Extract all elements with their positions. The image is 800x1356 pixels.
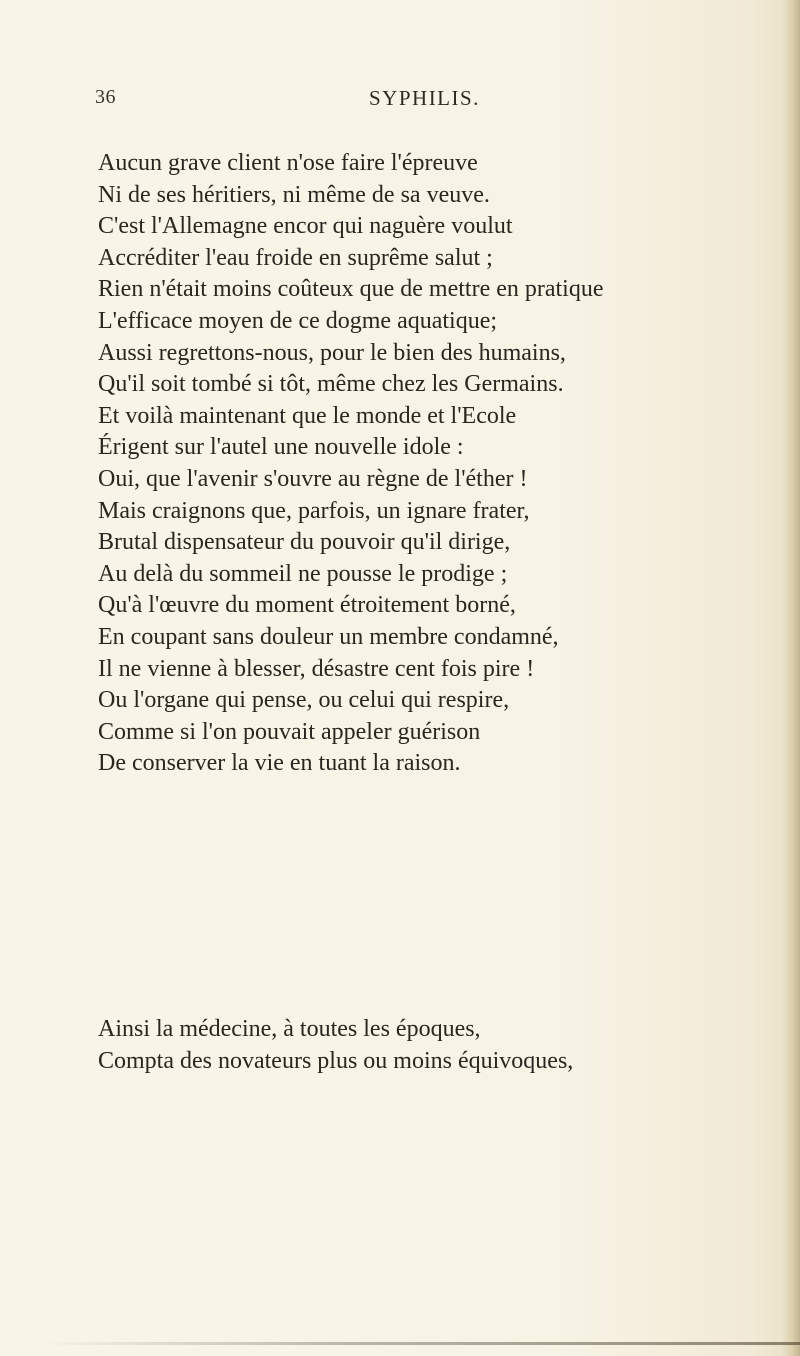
page-number: 36 bbox=[95, 86, 116, 108]
verse-line: Et voilà maintenant que le monde et l'Ecole bbox=[98, 402, 517, 429]
poem-stanza-1 bbox=[98, 148, 798, 780]
verse-line: Rien n'était moins coûteux que de mettre en pratique bbox=[98, 276, 604, 303]
verse-line: Érigent sur l'autel une nouvelle idole : bbox=[98, 434, 464, 461]
verse-line: Aucun grave client n'ose faire l'épreuve bbox=[98, 150, 478, 176]
verse-line: Comme si l'on pouvait appeler guérison bbox=[98, 718, 481, 745]
verse-line: En coupant sans douleur un membre condamné, bbox=[98, 623, 559, 650]
verse-line: Au delà du sommeil ne pousse le prodige ; bbox=[98, 560, 508, 587]
verse-line: C'est l'Allemagne encor qui naguère voulut bbox=[98, 213, 513, 240]
verse-line: Il ne vienne à blesser, désastre cent fois pire ! bbox=[98, 655, 535, 682]
poem-stanza-2 bbox=[98, 1014, 798, 1077]
verse-line: Ni de ses héritiers, ni même de sa veuve. bbox=[98, 181, 490, 208]
running-title: SYPHILIS. bbox=[369, 86, 480, 110]
verse-line: Brutal dispensateur du pouvoir qu'il dirige, bbox=[98, 529, 511, 556]
verse-line: Ou l'organe qui pense, ou celui qui respire, bbox=[98, 687, 510, 714]
verse-line: Mais craignons que, parfois, un ignare frater, bbox=[98, 497, 530, 524]
page-header bbox=[0, 86, 800, 116]
verse-line: Oui, que l'avenir s'ouvre au règne de l'éther ! bbox=[98, 465, 528, 492]
verse-line: De conserver la vie en tuant la raison. bbox=[98, 750, 461, 777]
verse-line: Accréditer l'eau froide en suprême salut ; bbox=[98, 244, 493, 271]
verse-line: L'efficace moyen de ce dogme aquatique; bbox=[98, 307, 498, 334]
verse-line: Qu'à l'œuvre du moment étroitement borné, bbox=[98, 592, 516, 619]
page-bottom-edge bbox=[40, 1342, 800, 1345]
verse-line: Ainsi la médecine, à toutes les époques, bbox=[98, 1016, 481, 1042]
verse-line: Compta des novateurs plus ou moins équivoques, bbox=[98, 1047, 574, 1074]
verse-line: Aussi regrettons-nous, pour le bien des humains, bbox=[98, 339, 566, 366]
verse-line: Qu'il soit tombé si tôt, même chez les Germains. bbox=[98, 371, 564, 398]
